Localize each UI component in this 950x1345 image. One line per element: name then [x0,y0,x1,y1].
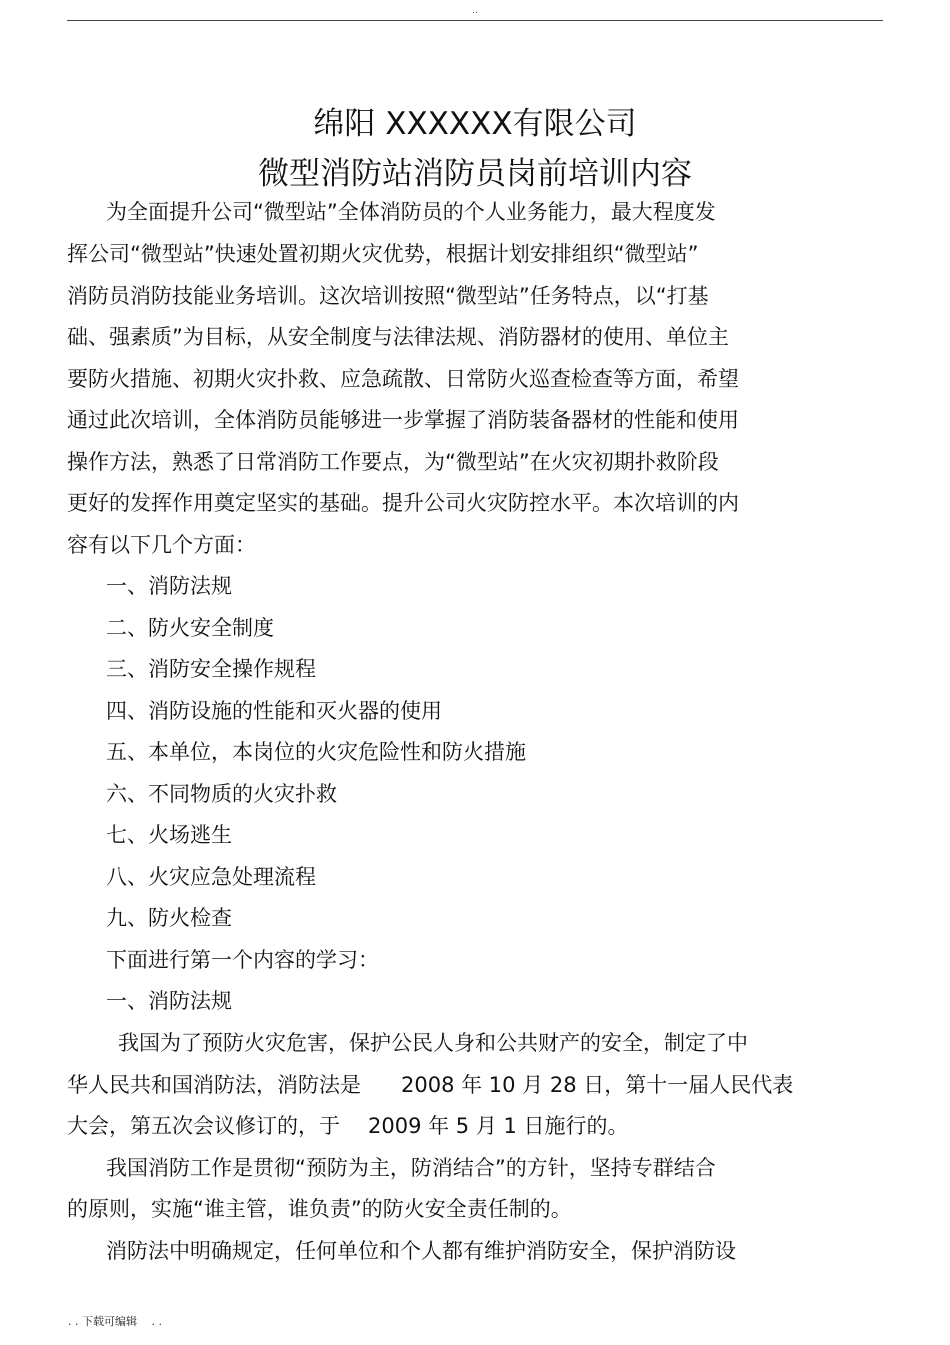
topic-item: 七、火场逃生 [106,823,232,847]
policy-line: 的原则，实施“谁主管，谁负责”的防火安全责任制的。 [67,1197,572,1221]
header-rule [67,20,883,21]
page-footer: . . 下载可编辑 . . [68,1315,162,1328]
topic-item: 二、防火安全制度 [106,616,274,640]
section-heading: 一、消防法规 [106,989,232,1013]
topic-item: 九、防火检查 [106,906,232,930]
intro-line: 通过此次培训，全体消防员能够进一步掌握了消防装备器材的性能和使用 [67,408,739,432]
topic-item: 六、不同物质的火灾扑救 [106,782,337,806]
topic-item: 一、消防法规 [106,574,232,598]
law-line: 我国为了预防火灾危害，保护公民人身和公共财产的安全，制定了中 [118,1031,748,1055]
intro-line: 础、强素质”为目标，从安全制度与法律法规、消防器材的使用、单位主 [67,325,729,349]
law-line [67,1071,793,1099]
intro-line: 容有以下几个方面： [67,533,256,557]
law-line [67,1112,629,1140]
topic-item: 五、本单位，本岗位的火灾危险性和防火措施 [106,740,526,764]
law-text: 华人民共和国消防法，消防法是 [67,1073,361,1097]
policy-line: 我国消防工作是贯彻“预防为主，防消结合”的方针，坚持专群结合 [106,1156,716,1180]
next-section-intro: 下面进行第一个内容的学习： [106,948,379,972]
intro-line: 挥公司“微型站”快速处置初期火灾优势，根据计划安排组织“微型站” [67,242,699,266]
intro-line: 要防火措施、初期火灾扑救、应急疏散、日常防火巡查检查等方面，希望 [67,367,739,391]
intro-line: 为全面提升公司“微型站”全体消防员的个人业务能力，最大程度发 [106,200,716,224]
law-date: 2009 年 5 月 1 日施行的。 [368,1114,629,1138]
topic-item: 三、消防安全操作规程 [106,657,316,681]
document-subtitle: 微型消防站消防员岗前培训内容 [258,156,692,192]
topic-item: 四、消防设施的性能和灭火器的使用 [106,699,442,723]
final-line: 消防法中明确规定，任何单位和个人都有维护消防安全，保护消防设 [106,1239,736,1263]
intro-line: 消防员消防技能业务培训。这次培训按照“微型站”任务特点，以“打基 [67,284,709,308]
intro-line: 更好的发挥作用奠定坚实的基础。提升公司火灾防控水平。本次培训的内 [67,491,739,515]
law-date: 2008 年 10 月 28 日，第十一届人民代表 [401,1073,794,1097]
law-text: 大会，第五次会议修订的，于 [67,1114,340,1138]
document-title: 绵阳 XXXXXX有限公司 [313,106,637,142]
topic-item: 八、火灾应急处理流程 [106,865,316,889]
header-mark: .. [472,6,478,16]
intro-line: 操作方法，熟悉了日常消防工作要点，为“微型站”在火灾初期扑救阶段 [67,450,719,474]
